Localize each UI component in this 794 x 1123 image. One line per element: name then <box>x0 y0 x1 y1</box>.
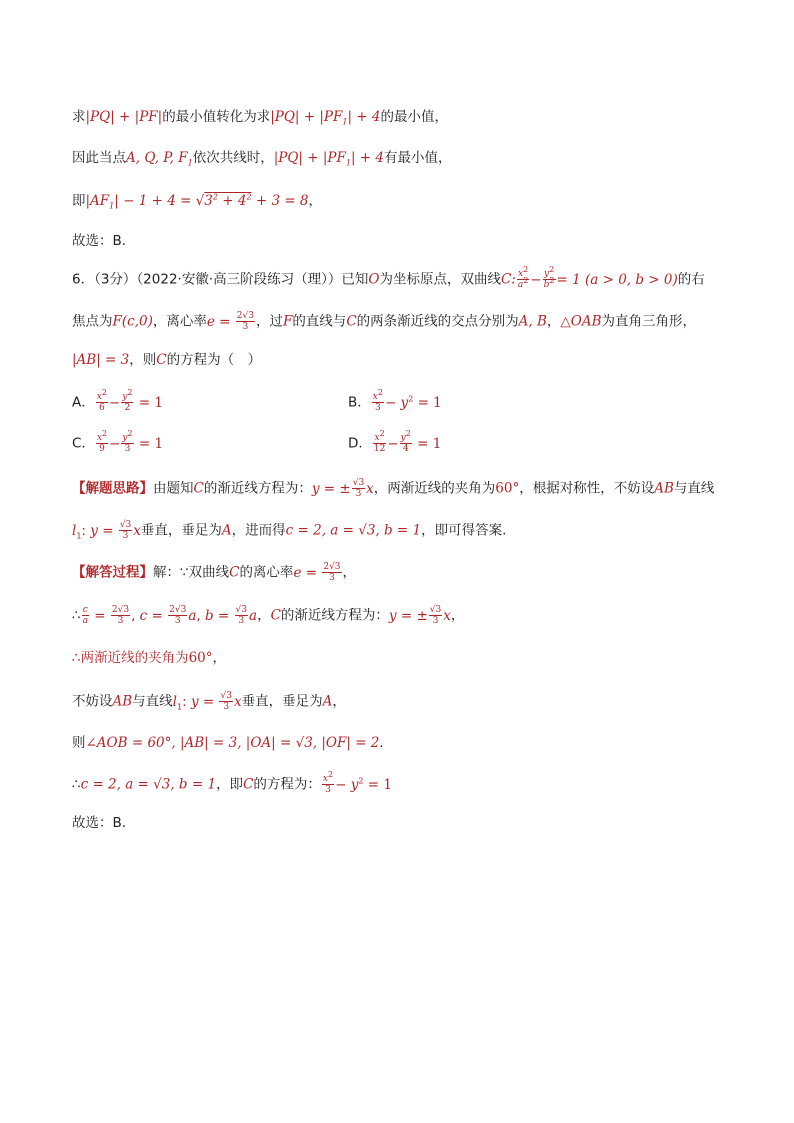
text: 焦点为 <box>72 313 113 330</box>
math-expr: $l_1$: y = $\frac{√3}{3}$ x <box>172 691 242 712</box>
math-expr: |AB| = 3 <box>72 352 130 368</box>
text: 的两条渐近线的交点分别为 <box>356 313 519 330</box>
math-var: A <box>322 693 333 710</box>
question-score: （3分） <box>94 271 137 288</box>
text: ∴ <box>72 607 81 624</box>
text: 与直线 <box>132 693 173 710</box>
math-var: O <box>368 271 380 288</box>
text: ，进而得 <box>231 522 286 539</box>
solution-line-1 <box>72 107 448 127</box>
solution-process-4 <box>72 691 346 712</box>
text: ，离心率 <box>152 313 207 330</box>
text: 的离心率 <box>239 564 294 581</box>
math-expr: c = 2, a = √3, b = 1 <box>80 776 217 793</box>
solution-process-3 <box>72 648 226 668</box>
text: 由题知 <box>153 480 194 497</box>
text: ，则 <box>129 352 157 368</box>
text: 的渐近线方程为： <box>280 607 389 624</box>
text: ， <box>342 564 357 581</box>
math-expr: ∠AOB = 60°, |AB| = 3, |OA| = √3, |OF| = 2 <box>85 735 380 751</box>
text: 不妨设 <box>72 693 113 710</box>
math-expr: $|AF_1| - 1 + 4 = √3^2 + 4^2 + 3 = 8$ <box>85 192 309 211</box>
math-expr: $|PQ| + |PF_1| + 4$ <box>273 150 384 168</box>
math-var: C: <box>500 271 516 288</box>
text: 的最小值转化为求 <box>162 109 271 125</box>
text: ， <box>546 313 561 330</box>
math-var: F <box>282 313 293 330</box>
math-expr: $|PQ| + |PF_1| + 4$ <box>270 109 381 127</box>
text: . <box>379 735 384 751</box>
option-c[interactable] <box>72 429 164 454</box>
text: ，过 <box>255 313 283 330</box>
text: 的右 <box>677 271 705 288</box>
text: 与直线 <box>673 480 715 497</box>
idea-line-1 <box>72 478 714 499</box>
text: 因此当点 <box>72 150 126 166</box>
math-var: AB <box>112 693 133 710</box>
idea-line-2 <box>72 520 506 541</box>
text: 依次共线时， <box>192 150 274 166</box>
question-6-line-2 <box>72 311 696 332</box>
final-answer-line: 故选：B. <box>72 815 127 831</box>
option-value: $\frac{x^2}{9}$ − $\frac{y^2}{3}$ = 1 <box>96 429 164 454</box>
math-var: C <box>193 480 204 497</box>
math-var: C <box>156 352 167 368</box>
section-tag: 【解答过程】 <box>72 564 153 581</box>
answer-line: 故选：B. <box>72 233 127 249</box>
option-value: $\frac{x^2}{3}$ − $y^2 = 1$ <box>372 388 442 413</box>
solution-line-2 <box>72 148 451 168</box>
text: 已知 <box>341 271 369 288</box>
text: ，即可得答案. <box>421 522 507 539</box>
option-label: D． <box>348 435 372 452</box>
solution-process-2 <box>72 605 464 626</box>
math-var: C <box>229 564 240 581</box>
math-expr: y = ± $\frac{√3}{3}$ x <box>388 605 451 626</box>
option-label: A． <box>72 394 95 411</box>
text: ， <box>450 607 465 624</box>
text: 则 <box>72 735 86 751</box>
text: 有最小值， <box>383 150 452 166</box>
text: 的直线与 <box>292 313 347 330</box>
math-expr: y = ± $\frac{√3}{3}$ x <box>311 478 374 499</box>
text: 求 <box>72 109 86 125</box>
math-expr: A, B <box>518 313 547 330</box>
option-d[interactable] <box>348 429 442 454</box>
math-expr: |PQ| + |PF| <box>85 109 163 125</box>
text: 为坐标原点，双曲线 <box>379 271 501 288</box>
math-expr: $l_1$: y = $\frac{√3}{3}$ x <box>72 520 141 541</box>
math-var: A <box>221 522 232 539</box>
math-expr: A, Q, P, $F_1$ <box>126 150 193 168</box>
text: 解：∵双曲线 <box>153 564 230 581</box>
math-expr: e = $\frac{2√3}{3}$ <box>293 562 341 583</box>
option-value: $\frac{x^2}{12}$ − $\frac{y^2}{4}$ = 1 <box>373 429 442 454</box>
solution-process-5 <box>72 733 384 753</box>
text: ，两渐近线的夹角为 <box>373 480 496 497</box>
math-var: C <box>346 313 357 330</box>
question-number: 6． <box>72 271 95 288</box>
solution-process-6 <box>72 770 392 795</box>
math-var: AB <box>654 480 674 497</box>
text: 的方程为： <box>253 776 321 793</box>
math-var: C <box>270 607 281 624</box>
text: 即 <box>72 193 86 209</box>
text: ∴ <box>72 776 81 793</box>
math-expr: 60° <box>495 480 520 497</box>
text: ，即 <box>216 776 244 793</box>
question-6-line-3 <box>72 350 261 370</box>
text: ，根据对称性，不妨设 <box>519 480 655 497</box>
text: 的最小值， <box>380 109 448 125</box>
math-var: C <box>243 776 254 793</box>
option-value: $\frac{x^2}{6}$ − $\frac{y^2}{2}$ = 1 <box>96 388 163 413</box>
solution-line-3 <box>72 191 322 211</box>
text: 的渐近线方程为： <box>203 480 312 497</box>
text: 垂直，垂足为 <box>140 522 222 539</box>
text: ， <box>212 650 227 666</box>
section-tag: 【解题思路】 <box>72 480 153 497</box>
option-a[interactable] <box>72 388 163 413</box>
option-label: B． <box>348 394 371 411</box>
math-expr: $\frac{c}{a}$ = $\frac{2√3}{3}$ , c = $\frac{2√3}{3}$ a, b = $\frac{√3}{3}$ a <box>82 605 258 626</box>
text: ， <box>332 693 346 710</box>
text: 为直角三角形， <box>601 313 697 330</box>
question-6-line-1 <box>72 265 705 290</box>
text: 垂直，垂足为 <box>241 693 323 710</box>
math-expr: e = $\frac{2√3}{3}$ <box>206 311 254 332</box>
math-expr: F(c,0) <box>112 313 153 330</box>
option-label: C． <box>72 435 95 452</box>
text: 的方程为（ ） <box>166 352 262 368</box>
math-expr: 60° <box>188 650 213 666</box>
text: ∴两渐近线的夹角为 <box>72 650 189 666</box>
question-source: （2022·安徽·高三阶段练习（理）） <box>136 271 342 288</box>
math-expr: $\frac{x^2}{a^2}$ − $\frac{y^2}{b^2}$ = 1 (a > 0, b > 0) <box>517 265 678 290</box>
math-expr: c = 2, a = √3, b = 1 <box>285 522 422 539</box>
option-b[interactable] <box>348 388 442 413</box>
math-expr: △OAB <box>560 313 602 330</box>
solution-process-1 <box>72 562 356 583</box>
math-expr: $\frac{x^2}{3}$ − $y^2 = 1$ <box>322 770 392 795</box>
text: ， <box>257 607 271 624</box>
text: ， <box>308 193 323 209</box>
